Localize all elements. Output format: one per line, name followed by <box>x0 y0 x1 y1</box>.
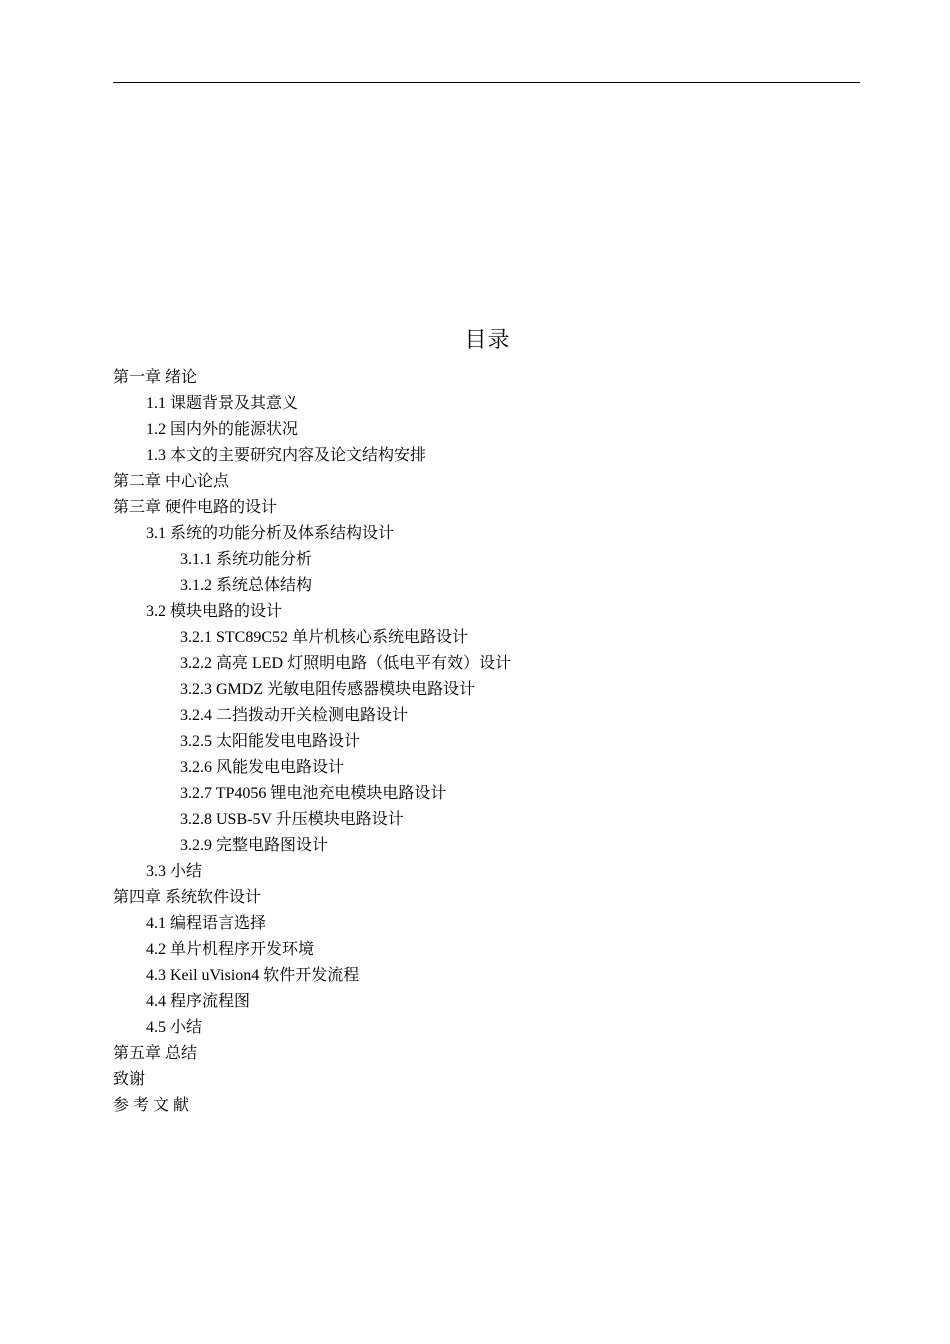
toc-entry-chapter-4[interactable]: 第四章 系统软件设计 <box>113 889 262 906</box>
toc-entry-3-1[interactable]: 3.1 系统的功能分析及体系结构设计 <box>146 525 395 542</box>
toc-entry-4-2[interactable]: 4.2 单片机程序开发环境 <box>146 941 315 958</box>
toc-title: 目录 <box>464 327 511 352</box>
toc-entry-chapter-3[interactable]: 第三章 硬件电路的设计 <box>113 499 278 516</box>
toc-entry-4-5[interactable]: 4.5 小结 <box>146 1019 203 1036</box>
toc-entry-4-1[interactable]: 4.1 编程语言选择 <box>146 915 267 932</box>
toc-entry-1-2[interactable]: 1.2 国内外的能源状况 <box>146 421 299 438</box>
toc-entry-chapter-2[interactable]: 第二章 中心论点 <box>113 473 230 490</box>
toc-entry-1-3[interactable]: 1.3 本文的主要研究内容及论文结构安排 <box>146 447 427 464</box>
toc-entry-3-2[interactable]: 3.2 模块电路的设计 <box>146 603 283 620</box>
toc-entry-3-2-1[interactable]: 3.2.1 STC89C52 单片机核心系统电路设计 <box>180 629 469 646</box>
toc-entry-3-3[interactable]: 3.3 小结 <box>146 863 203 880</box>
toc-entry-1-1[interactable]: 1.1 课题背景及其意义 <box>146 395 299 412</box>
toc-entry-3-2-3[interactable]: 3.2.3 GMDZ 光敏电阻传感器模块电路设计 <box>180 681 476 698</box>
toc-entry-chapter-5[interactable]: 第五章 总结 <box>113 1045 198 1062</box>
toc-entry-3-1-1[interactable]: 3.1.1 系统功能分析 <box>180 551 313 568</box>
toc-entry-3-2-2[interactable]: 3.2.2 高亮 LED 灯照明电路（低电平有效）设计 <box>180 655 512 672</box>
toc-entry-3-2-9[interactable]: 3.2.9 完整电路图设计 <box>180 837 329 854</box>
toc-entry-3-2-6[interactable]: 3.2.6 风能发电电路设计 <box>180 759 345 776</box>
toc-entry-4-4[interactable]: 4.4 程序流程图 <box>146 993 251 1010</box>
toc-entry-3-2-7[interactable]: 3.2.7 TP4056 锂电池充电模块电路设计 <box>180 785 447 802</box>
toc-entry-3-2-8[interactable]: 3.2.8 USB-5V 升压模块电路设计 <box>180 811 404 828</box>
toc-entry-acknowledgements[interactable]: 致谢 <box>113 1071 146 1088</box>
toc-entry-3-2-4[interactable]: 3.2.4 二挡拨动开关检测电路设计 <box>180 707 409 724</box>
toc-entry-3-1-2[interactable]: 3.1.2 系统总体结构 <box>180 577 313 594</box>
toc-entry-references[interactable]: 参考文献 <box>113 1097 194 1114</box>
header-rule <box>113 82 860 83</box>
toc-entry-3-2-5[interactable]: 3.2.5 太阳能发电电路设计 <box>180 733 361 750</box>
toc-list <box>113 365 511 1119</box>
toc-entry-chapter-1[interactable]: 第一章 绪论 <box>113 369 198 386</box>
toc-entry-4-3[interactable]: 4.3 Keil uVision4 软件开发流程 <box>146 967 360 984</box>
